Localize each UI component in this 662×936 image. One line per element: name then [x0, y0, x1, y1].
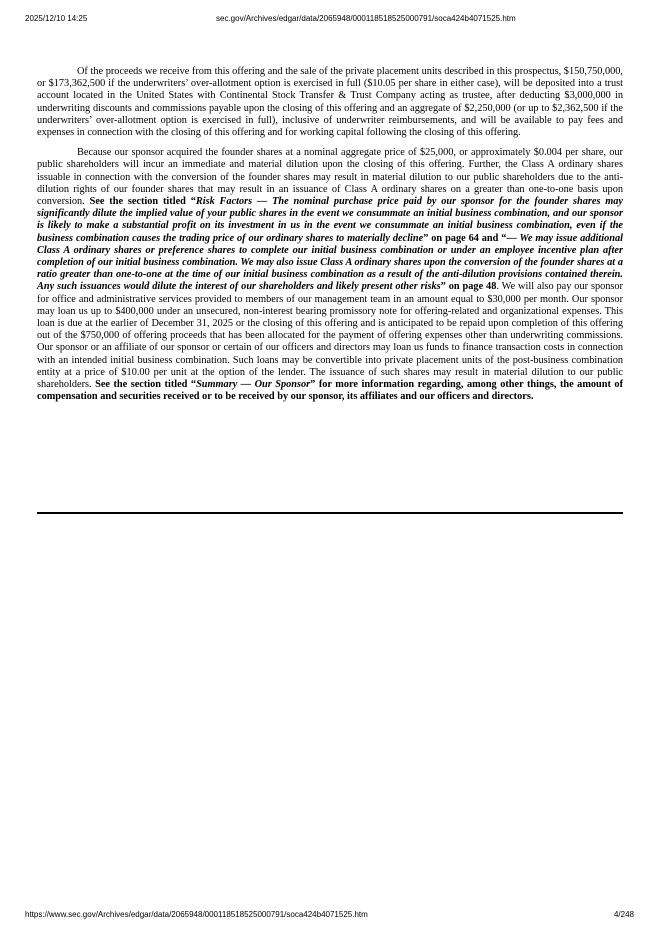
emphasized-text: — We may issue additional Class A ordinary shares or preference shares to complete our initial business combination or under an employee incentive plan after completion of our initial business combination. We may also issue Class A ordinary shares upon the conversion of the founder shares at a ratio greater than one-to-one at the time of our initial business combination as a result of the anti-dilution provisions contained therein. Any such issuances would dilute the interest of our shareholders and likely present other risks — [37, 232, 623, 293]
paragraph — [37, 66, 623, 139]
print-header-url: sec.gov/Archives/edgar/data/2065948/000118518525000791/soca424b4071525.htm — [216, 14, 516, 23]
print-datetime: 2025/12/10 14:25 — [25, 14, 88, 23]
document-body — [37, 66, 623, 411]
emphasized-text: ” for more information regarding, among other things, the amount of compensation and securities received or to be received by our sponsor, its affiliates and our officers and directors. — [37, 379, 624, 403]
paragraph-text: Because our sponsor acquired the founder shares at a nominal aggregate price of $25,000, or approximately $0.004 per share, our public shareholders will incur an immediate and material dilution upon the closing of this offering. Further, the Class A ordinary shares issuable in connection with the conversion of the founder shares may result in material dilution to our public shareholders due to the anti-dilution rights of our founder shares that may result in an issuance of Class A ordinary shares on a greater than one-to-one basis upon conversion. — [37, 147, 623, 208]
emphasized-text: See the section titled “ — [89, 196, 196, 208]
print-footer-url: https://www.sec.gov/Archives/edgar/data/2065948/000118518525000791/soca424b4071525.htm — [25, 910, 368, 919]
page-number: 4/248 — [613, 910, 634, 919]
emphasized-text: Risk Factors — The nominal purchase price paid by our sponsor for the founder shares may significantly dilute the implied value of your public shares in the event we consummate an initial business combination, and our sponsor is likely to make a substantial profit on its investment in us in the event we consummate an initial business combination, even if the business combination causes the trading price of our ordinary shares to materially decline — [37, 196, 624, 244]
paragraph — [37, 147, 623, 403]
paragraph-text: . We will also pay our sponsor for office and administrative services provided to members of our management team in an amount equal to $30,000 per month. Our sponsor may loan us up to $400,000 under an unsecured, non-interest bearing promissory note for offering-related and organizational expenses. This loan is due at the earlier of December 31, 2025 or the closing of this offering and is anticipated to be repaid upon completion of this offering out of the $750,000 of offering proceeds that has been allocated for the payment of offering expenses other than underwriting commissions. Our sponsor or an affiliate of our sponsor or certain of our officers and directors may loan us funds to finance transaction costs in connection with an intended initial business combination. Such loans may be convertible into private placement units of the post-business combination entity at a price of $10.00 per unit at the option of the lender. The issuance of such shares may result in material dilution to our public shareholders. — [37, 281, 623, 391]
emphasized-text: ” on page 48 — [440, 281, 497, 293]
emphasized-text: See the section titled “ — [95, 379, 197, 391]
section-divider — [37, 512, 623, 514]
emphasized-text: Summary — Our Sponsor — [196, 379, 311, 391]
emphasized-text: ” on page 64 and “ — [423, 232, 507, 244]
paragraph-text: Of the proceeds we receive from this offering and the sale of the private placement units described in this prospectus, $150,750,000, or $173,362,500 if the underwriters’ over-allotment option is exercised in full ($10.05 per share in either case), will be deposited into a trust account located in the United States with Continental Stock Transfer & Trust Company acting as trustee, after deducting $3,000,000 in underwriting discounts and commissions payable upon the closing of this offering and an aggregate of $2,250,000 (or up to $2,362,500 if the underwriters’ over-allotment option is exercised in full), inclusive of underwriter reimbursements, and will be available to pay fees and expenses in connection with the closing of this offering and for working capital following the closing of this offering. — [37, 66, 623, 139]
